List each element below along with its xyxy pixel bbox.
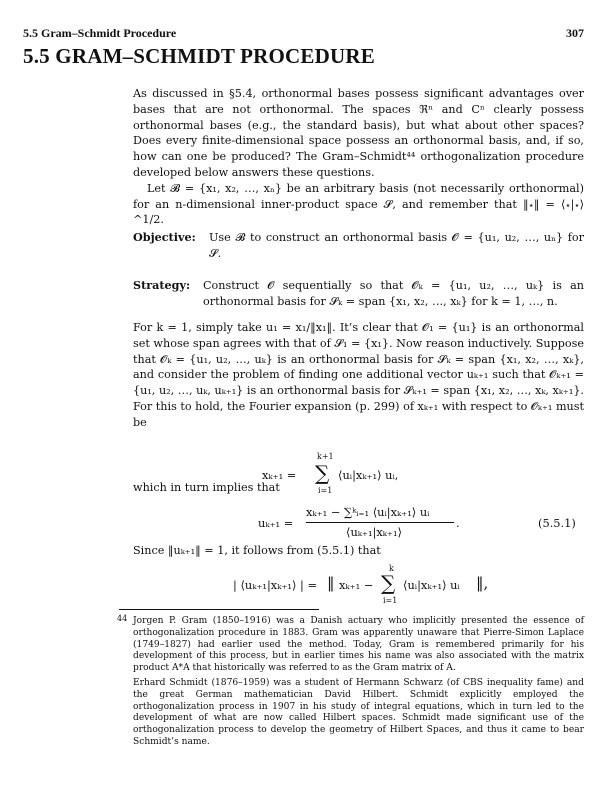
sum-symbol: ∑ bbox=[315, 461, 330, 485]
equation-number: (5.5.1) bbox=[538, 516, 576, 530]
eq1-rhs: ⟨uᵢ|xₖ₊₁⟩ uᵢ, bbox=[338, 468, 399, 482]
induction-paragraph bbox=[133, 320, 584, 431]
strategy-block bbox=[133, 278, 584, 310]
eq2-numerator: xₖ₊₁ − ∑ᵏᵢ₌₁ ⟨uᵢ|xₖ₊₁⟩ uᵢ bbox=[306, 505, 430, 519]
eq3-open-norm: ‖ bbox=[327, 574, 335, 592]
eq3-sum-top: k bbox=[389, 564, 394, 573]
eq3-first-term: xₖ₊₁ − bbox=[339, 578, 374, 592]
eq3-lhs: | ⟨uₖ₊₁|xₖ₊₁⟩ | = bbox=[233, 578, 318, 592]
fraction-bar bbox=[306, 522, 454, 523]
eq2-denominator: ⟨uₖ₊₁|xₖ₊₁⟩ bbox=[346, 525, 402, 539]
footnote bbox=[133, 616, 584, 752]
eq2-lhs: uₖ₊₁ = bbox=[258, 516, 294, 530]
eq1-lhs: xₖ₊₁ = bbox=[262, 468, 297, 482]
eq3-term: ⟨uᵢ|xₖ₊₁⟩ uᵢ bbox=[403, 578, 460, 592]
footnote-schmidt: Erhard Schmidt (1876–1959) was a student of Hermann Schwarz (of CBS inequality fame) and the great German mathematician David Hilbert. Schmidt explicitly employed the orthogonalization process in 1907 in his study of integral equations, which in turn led to the development of what are now called Hilbert spaces. Schmidt made significant use of the orthogonalization process to develop the geometry of Hilbert Spaces, and thus it came to bear Schmidt’s name. bbox=[133, 677, 584, 747]
implies-line: which in turn implies that bbox=[133, 481, 280, 494]
objective-label: Objective: bbox=[133, 230, 196, 244]
gram-schmidt-equation bbox=[258, 503, 584, 543]
footnote-mark: 44 bbox=[117, 614, 128, 623]
footnote-rule bbox=[119, 609, 319, 610]
strategy-text: Construct 𝓞 sequentially so that 𝓞ₖ = {u₁, u₂, …, uₖ} is an orthonormal basis for 𝓢ₖ = span {x₁, x₂, …, xₖ} for k = 1, …, n. bbox=[203, 279, 584, 308]
sum-symbol-2: ∑ bbox=[381, 571, 396, 595]
footnote-gram: Jorgen P. Gram (1850–1916) was a Danish actuary who implicitly presented the essence of orthogonalization procedure in 1883. Gram was apparently unaware that Pierre-Simon Laplace (1749–1827) had earlier used the method. Today, Gram is remembered primarily for his development of this process, but in earlier times his name was also associated with the matrix product A*A that historically was referred to as the Gram matrix of A. bbox=[133, 616, 584, 674]
intro-block bbox=[133, 86, 584, 228]
eq1-sum-top: k+1 bbox=[317, 452, 334, 461]
eq2-period: . bbox=[456, 516, 460, 530]
running-header-section: 5.5 Gram–Schmidt Procedure bbox=[23, 26, 177, 40]
induction-text: For k = 1, simply take u₁ = x₁/‖x₁‖. It’s clear that 𝓞₁ = {u₁} is an orthonormal set whose span agrees with that of 𝓢₁ = {x₁}. Now reason inductively. Suppose that 𝓞ₖ = {u₁, u₂, …, uₖ} is an orthonormal basis for 𝓢ₖ = span {x₁, x₂, …, xₖ}, and consider the problem of finding one additional vector uₖ₊₁ such that 𝓞ₖ₊₁ = {u₁, u₂, …, uₖ, uₖ₊₁} is an orthonormal basis for 𝓢ₖ₊₁ = span {x₁, x₂, …, xₖ, xₖ₊₁}. For this to hold, the Fourier expansion (p. 299) of xₖ₊₁ with respect to 𝓞ₖ₊₁ must be bbox=[133, 321, 584, 429]
strategy-label: Strategy: bbox=[133, 278, 191, 292]
since-line: Since ‖uₖ₊₁‖ = 1, it follows from (5.5.1) that bbox=[133, 544, 381, 557]
page-number: 307 bbox=[566, 26, 584, 40]
section-title: 5.5 GRAM–SCHMIDT PROCEDURE bbox=[23, 44, 375, 68]
objective-block bbox=[133, 230, 584, 262]
eq3-close-norm: ‖, bbox=[476, 574, 489, 592]
basis-paragraph: Let 𝓑 = {x₁, x₂, …, xₙ} be an arbitrary basis (not necessarily orthonormal) for an n-dimensional inner-product space 𝓢, and remember that ‖⋆‖ = ⟨⋆|⋆⟩^1/2. bbox=[133, 181, 584, 227]
eq3-sum-bottom: i=1 bbox=[383, 596, 398, 605]
intro-paragraph: As discussed in §5.4, orthonormal bases possess significant advantages over bases that are not orthonormal. The spaces ℜⁿ and Cⁿ clearly possess orthonormal bases (e.g., the standard basis), but what about other spaces? Does every finite-dimensional space possess an orthonormal basis, and, if so, how can one be produced? The Gram–Schmidt⁴⁴ orthogonalization procedure developed below answers these questions. bbox=[133, 87, 584, 179]
eq1-sum-bottom: i=1 bbox=[318, 486, 333, 495]
objective-text: Use 𝓑 to construct an orthonormal basis 𝓞 = {u₁, u₂, …, uₙ} for 𝓢. bbox=[209, 231, 584, 260]
